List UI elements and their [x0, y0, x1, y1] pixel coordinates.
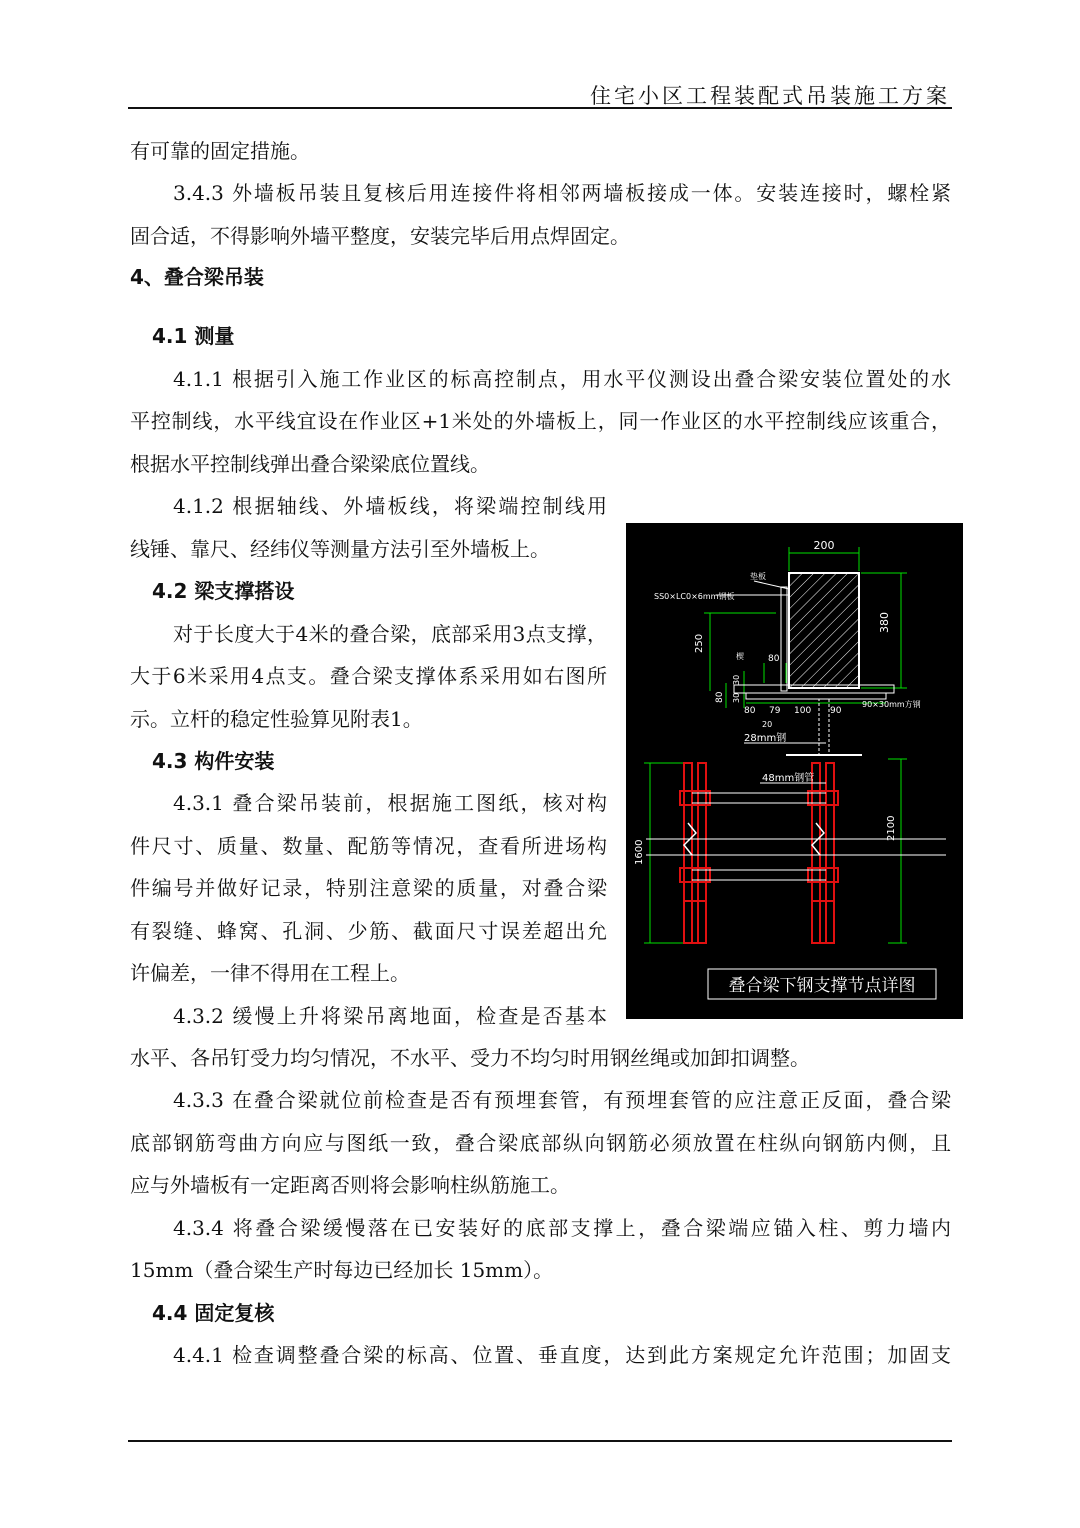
- paragraph-line: 根据水平控制线弹出叠合梁梁底位置线。: [130, 452, 490, 476]
- dim-label: 200: [813, 539, 835, 552]
- dim-label: 80: [744, 706, 756, 716]
- wedge-label: 楔: [736, 652, 744, 661]
- wood-label: 90×30mm方钢: [862, 700, 921, 709]
- subsection-heading: 4.3 构件安装: [152, 749, 275, 773]
- dim-label: 80: [715, 691, 725, 703]
- dim-label: 79: [769, 706, 781, 716]
- dim-label: 100: [794, 706, 812, 716]
- header-rule: [128, 107, 952, 109]
- dim-label: 380: [878, 612, 891, 633]
- pipe-label: 48mm钢管: [762, 773, 815, 784]
- paragraph-line: 许偏差，一律不得用在工程上。: [130, 961, 410, 985]
- paragraph-line: 平控制线，水平线宜设在作业区+1米处的外墙板上，同一作业区的水平控制线应该重合，: [130, 409, 951, 433]
- paragraph-line: 件编号并做好记录，特别注意梁的质量，对叠合梁: [130, 876, 607, 900]
- page-header-title: 住宅小区工程装配式吊装施工方案: [590, 84, 950, 108]
- scaffold-post-left: [680, 763, 710, 943]
- dim-label: 2100: [886, 815, 897, 841]
- beam-section: [789, 573, 859, 688]
- paragraph-line: 线锤、靠尺、经纬仪等测量方法引至外墙板上。: [130, 537, 550, 561]
- steel-support-detail-figure: [626, 523, 963, 1019]
- dim-label: 80: [768, 654, 780, 664]
- paragraph-line: 有可靠的固定措施。: [130, 139, 310, 163]
- paragraph-line: 3.4.3 外墙板吊装且复核后用连接件将相邻两墙板接成一体。安装连接时，螺栓紧: [173, 181, 951, 205]
- paragraph-line: 4.1.1 根据引入施工作业区的标高控制点，用水平仪测设出叠合梁安装位置处的水: [173, 367, 951, 391]
- figure-caption: 叠合梁下钢支撑节点详图: [728, 976, 916, 996]
- subsection-heading: 4.4 固定复核: [152, 1301, 275, 1325]
- dim-label: 1600: [634, 839, 645, 865]
- paragraph-line: 有裂缝、蜂窝、孔洞、少筋、截面尺寸误差超出允: [130, 919, 607, 943]
- paragraph-line: 4.3.3 在叠合梁就位前检查是否有预埋套管，有预埋套管的应注意正反面，叠合梁: [173, 1088, 951, 1112]
- bar-label: 28mm钢: [744, 733, 787, 744]
- dim-label: 30: [732, 674, 741, 685]
- scaffold-post-right: [808, 763, 838, 943]
- paragraph-line: 示。立杆的稳定性验算见附表1。: [130, 707, 423, 731]
- paragraph-line: 应与外墙板有一定距离否则将会影响柱纵筋施工。: [130, 1173, 570, 1197]
- subsection-heading: 4.2 梁支撑搭设: [152, 579, 295, 603]
- paragraph-line: 4.1.2 根据轴线、外墙板线，将梁端控制线用: [173, 494, 607, 518]
- section-heading: 4、叠合梁吊装: [130, 265, 264, 289]
- pad-label: 垫板: [750, 572, 766, 581]
- paragraph-line: 固合适，不得影响外墙平整度，安装完毕后用点焊固定。: [130, 224, 630, 248]
- paragraph-line: 底部钢筋弯曲方向应与图纸一致，叠合梁底部纵向钢筋必须放置在柱纵向钢筋内侧，且: [130, 1131, 951, 1155]
- dim-label: 20: [762, 720, 773, 729]
- paragraph-line: 件尺寸、质量、数量、配筋等情况，查看所进场构: [130, 834, 607, 858]
- subsection-heading: 4.1 测量: [152, 324, 235, 348]
- paragraph-line: 对于长度大于4米的叠合梁，底部采用3点支撑，: [173, 622, 607, 646]
- plank-label: SS0×LC0×6mm钢板: [654, 592, 735, 601]
- dim-label: 90: [830, 706, 842, 716]
- paragraph-line: 水平、各吊钉受力均匀情况，不水平、受力不均匀时用钢丝绳或加卸扣调整。: [130, 1046, 810, 1070]
- paragraph-line: 大于6米采用4点支。叠合梁支撑体系采用如右图所: [130, 664, 607, 688]
- footer-rule: [128, 1440, 952, 1442]
- dim-label: 250: [694, 633, 705, 653]
- paragraph-line: 4.4.1 检查调整叠合梁的标高、位置、垂直度，达到此方案规定允许范围；加固支: [173, 1343, 951, 1367]
- paragraph-line: 4.3.1 叠合梁吊装前，根据施工图纸，核对构: [173, 791, 607, 815]
- paragraph-line: 4.3.4 将叠合梁缓慢落在已安装好的底部支撑上，叠合梁端应锚入柱、剪力墙内: [173, 1216, 951, 1240]
- paragraph-line: 4.3.2 缓慢上升将梁吊离地面，检查是否基本: [173, 1004, 607, 1028]
- dim-label: 30: [732, 692, 741, 703]
- paragraph-line: 15mm（叠合梁生产时每边已经加长 15mm）。: [130, 1258, 554, 1282]
